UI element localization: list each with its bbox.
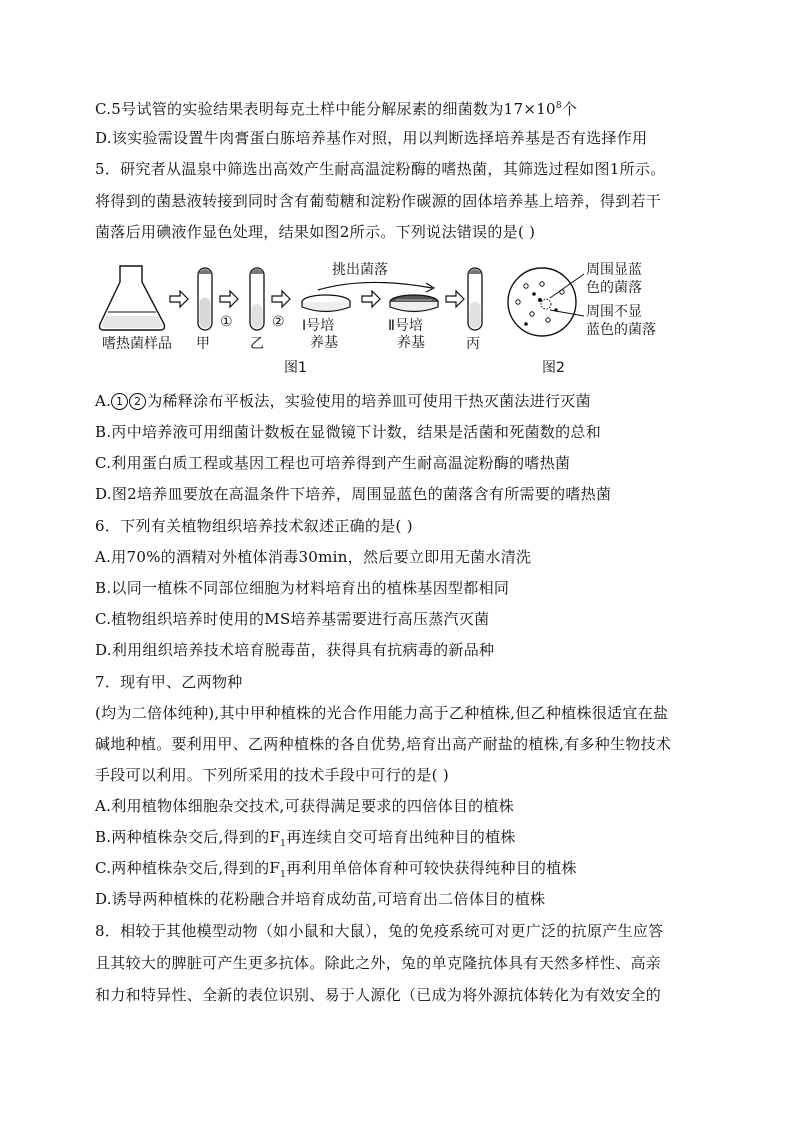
figure-1-caption: 图1 (284, 360, 307, 376)
q7-option-b: B.两种植株杂交后,得到的$F_1$再连续自交可培育出纯种目的植株 (95, 828, 516, 849)
label-step-2: ② (272, 314, 285, 330)
q7-stem-line-3: 碱地种植。要利用甲、乙两种植株的各自优势,培育出高产耐盐的植株,有多种生物技术 (95, 735, 672, 753)
q5-option-a: A. 1 2 为稀释涂布平板法，实验使用的培养皿可使用干热灭菌法进行灭菌 (95, 392, 591, 410)
q7-option-c: C.两种植株杂交后,得到的$F_1$再利用单倍体育种可较快获得纯种目的植株 (95, 859, 577, 880)
q4-option-c: C.5号试管的实验结果表明每克土样中能分解尿素的细菌数为$17\times 10^8$个 (95, 100, 578, 118)
q4-option-d: D.该实验需设置牛肉膏蛋白胨培养基作对照，用以判断选择培养基是否有选择作用 (95, 129, 648, 147)
label-no-blue-colony-a: 周围不显 (586, 304, 642, 320)
q8-stem-line-3: 和力和特异性、全新的表位识别、易于人源化（已成为将外源抗体转化为有效安全的 (95, 986, 662, 1004)
label-pick-colonies: 挑出菌落 (332, 262, 388, 278)
q6-stem: 6．下列有关植物组织培养技术叙述正确的是( ) (95, 517, 413, 535)
q5-stem-line-1: 5．研究者从温泉中筛选出高效产生耐高温淀粉酶的嗜热菌，其筛选过程如图1所示。 (95, 160, 666, 178)
q5-stem-line-2: 将得到的菌悬液转接到同时含有葡萄糖和淀粉作碳源的固体培养基上培养，得到若干 (95, 192, 662, 210)
figure-2-caption: 图2 (542, 360, 565, 376)
circled-number-1: 1 (111, 393, 128, 410)
q6-option-a: A.用70%的酒精对外植体消毒30min，然后要立即用无菌水清洗 (95, 548, 532, 566)
label-sample: 嗜热菌样品 (102, 336, 172, 352)
label-medium-1-a: Ⅰ号培 (302, 318, 335, 334)
label-no-blue-colony-b: 蓝色的菌落 (586, 322, 656, 338)
q5-figure (96, 254, 666, 384)
petri-dish-1-icon (302, 295, 350, 312)
arrow-icon (446, 291, 464, 307)
label-tube-bing: 丙 (466, 336, 480, 352)
arrow-icon (272, 291, 290, 307)
label-medium-2-a: Ⅱ号培 (388, 318, 423, 334)
q7-option-a: A.利用植物体细胞杂交技术,可获得满足要求的四倍体目的植株 (95, 797, 515, 815)
label-tube-jia: 甲 (196, 336, 210, 352)
q7-stem-line-2: (均为二倍体纯种),其中甲种植株的光合作用能力高于乙种植株,但乙种植株很适宜在盐 (95, 704, 669, 722)
q6-option-c: C.植物组织培养时使用的MS培养基需要进行高压蒸汽灭菌 (95, 610, 490, 628)
circled-number-2: 2 (129, 393, 146, 410)
label-medium-1-b: 养基 (310, 335, 338, 351)
q7-option-d: D.诱导两种植株的花粉融合并培育成幼苗,可培育出二倍体目的植株 (95, 890, 546, 908)
q5-option-d: D.图2培养皿要放在高温条件下培养，周围显蓝色的菌落含有所需要的嗜热菌 (95, 485, 612, 503)
label-medium-2-b: 养基 (397, 335, 425, 351)
petri-dish-2-icon (390, 295, 438, 312)
arrow-icon (170, 291, 188, 307)
q5-stem-line-3: 菌落后用碘液作显色处理，结果如图2所示。下列说法错误的是( ) (95, 223, 536, 241)
q6-option-d: D.利用组织培养技术培育脱毒苗，获得具有抗病毒的新品种 (95, 641, 495, 659)
arrow-icon (362, 291, 380, 307)
label-tube-yi: 乙 (250, 336, 264, 352)
q8-stem-line-2: 且其较大的脾脏可产生更多抗体。除此之外，兔的单克隆抗体具有天然多样性、高亲 (95, 954, 662, 972)
q5-option-c: C.利用蛋白质工程或基因工程也可培养得到产生耐高温淀粉酶的嗜热菌 (95, 454, 571, 472)
flask-icon (100, 266, 165, 330)
petri-plate-icon (508, 268, 584, 336)
q6-option-b: B.以同一植株不同部位细胞为材料培育出的植株基因型都相同 (95, 579, 510, 597)
label-blue-colony-b: 色的菌落 (586, 280, 642, 296)
tube-icon (198, 268, 212, 330)
q5-option-b: B.丙中培养液可用细菌计数板在显微镜下计数，结果是活菌和死菌数的总和 (95, 423, 601, 441)
q7-stem-line-4: 手段可以利用。下列所采用的技术手段中可行的是( ) (95, 766, 449, 784)
tube-icon (250, 268, 264, 330)
q7-stem-line-1: 7．现有甲、乙两物种 (95, 673, 243, 691)
label-blue-colony-a: 周围显蓝 (586, 262, 642, 278)
label-step-1: ① (220, 314, 233, 330)
q8-stem-line-1: 8．相较于其他模型动物（如小鼠和大鼠），兔的免疫系统可对更广泛的抗原产生应答 (95, 922, 664, 940)
tube-icon (468, 268, 482, 330)
arrow-icon (220, 291, 238, 307)
